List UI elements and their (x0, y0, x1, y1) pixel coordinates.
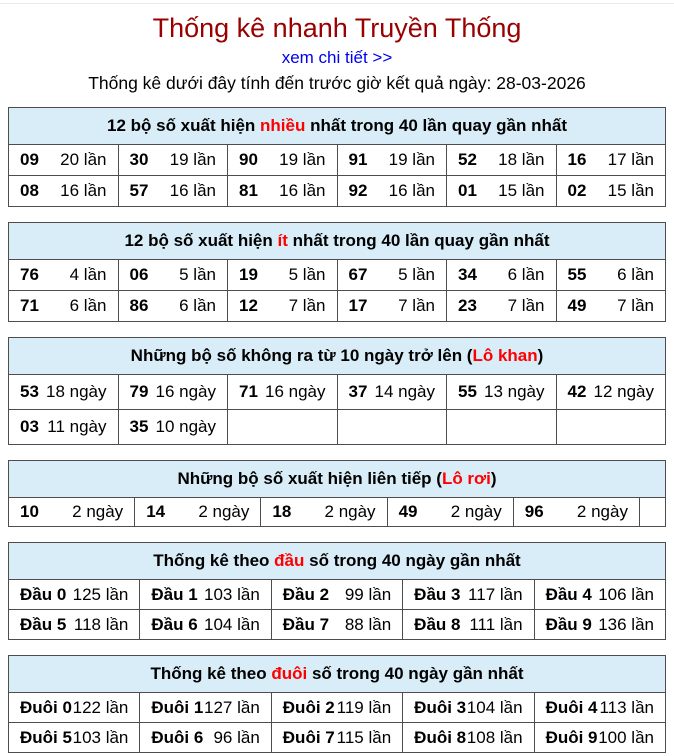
stat-cell (337, 375, 447, 410)
stat-label: 14 (146, 502, 166, 521)
stat-cell (403, 610, 534, 640)
stat-label: 49 (567, 296, 587, 315)
table-row (9, 693, 666, 723)
stat-value: 20 lần (60, 150, 107, 169)
stat-value: 108 lần (466, 727, 523, 747)
stat-value: 16 lần (279, 181, 326, 200)
stat-cell (271, 723, 402, 753)
stat-label: 55 (458, 382, 477, 401)
stat-cell (9, 610, 140, 640)
stat-label: 19 (239, 265, 258, 284)
table-header-row (9, 338, 666, 375)
stat-label: Đầu 2 (282, 584, 330, 604)
stat-cell (556, 145, 666, 176)
stat-value: 117 lần (468, 584, 523, 604)
table-lo-roi (8, 460, 666, 527)
title-post: nhất trong 40 lần quay gần nhất (305, 116, 568, 135)
stat-value: 103 lần (72, 727, 129, 747)
stat-label: 12 (239, 296, 258, 315)
stat-label: 52 (458, 150, 477, 169)
stat-value: 104 lần (204, 614, 260, 634)
stat-label: 06 (129, 265, 149, 284)
stat-label: Đầu 7 (282, 614, 330, 634)
title-pre: Thống kê theo (153, 551, 275, 570)
stat-value: 7 lần (617, 296, 654, 315)
stat-value: 15 lần (607, 181, 654, 200)
stat-label: Đầu 8 (414, 614, 461, 634)
stat-label: 86 (129, 296, 149, 315)
stat-value: 113 lần (599, 697, 654, 717)
stat-label: Đuôi 3 (414, 697, 467, 717)
stat-label: Đuôi 1 (151, 697, 204, 717)
stat-cell (271, 580, 402, 610)
stat-value: 7 lần (507, 296, 545, 315)
stat-label: Đầu 3 (414, 584, 461, 604)
stat-value: 2 ngày (576, 502, 628, 521)
title-pre: Những bộ số xuất hiện liên tiếp ( (177, 469, 442, 488)
stat-cell (447, 291, 557, 322)
title-highlight: Lô khan (472, 346, 538, 365)
table-title (9, 108, 666, 145)
stat-label: 30 (129, 150, 149, 169)
stat-cell (228, 375, 338, 410)
stat-label: 92 (348, 181, 368, 200)
stat-value: 5 lần (288, 265, 326, 284)
stat-value: 16 ngày (155, 382, 216, 401)
stat-value: 104 lần (466, 697, 523, 717)
stat-cell (9, 580, 140, 610)
stat-cell (228, 291, 338, 322)
stat-label: 57 (129, 181, 149, 200)
stat-label: 76 (20, 265, 39, 284)
table-header-row (9, 223, 666, 260)
stat-cell (140, 610, 271, 640)
table-row (9, 610, 666, 640)
stat-value: 115 lần (336, 727, 392, 747)
stat-cell (556, 291, 666, 322)
table-row (9, 176, 666, 207)
stat-cell (556, 176, 666, 207)
stat-cell (513, 498, 639, 527)
stat-value: 2 ngày (198, 502, 250, 521)
stat-label: 81 (239, 181, 258, 200)
table-row (9, 145, 666, 176)
stat-label: 03 (20, 417, 39, 436)
empty-tail-cell (639, 498, 665, 527)
stat-value: 122 lần (72, 697, 129, 717)
table-header-row (9, 461, 666, 498)
stat-value: 99 lần (344, 584, 392, 604)
title-highlight: nhiều (260, 116, 306, 135)
stat-value: 16 lần (60, 181, 107, 200)
title-pre: Những bộ số không ra từ 10 ngày trở lên ( (130, 346, 473, 365)
title-highlight: Lô rơi (441, 469, 491, 488)
stat-label: Đuôi 2 (282, 697, 335, 717)
stat-value: 6 lần (69, 296, 107, 315)
stat-cell (9, 176, 119, 207)
stat-cell (9, 291, 119, 322)
stat-value: 103 lần (204, 584, 260, 604)
stat-value: 127 lần (204, 697, 260, 717)
stat-value: 96 lần (213, 727, 260, 747)
stat-cell (556, 375, 666, 410)
stat-value: 19 lần (169, 150, 216, 169)
table-title (9, 543, 666, 580)
stat-value: 2 ngày (450, 502, 502, 521)
title-pre: 12 bộ số xuất hiện (124, 231, 278, 250)
stat-cell (9, 693, 140, 723)
stat-label: 17 (348, 296, 368, 315)
table-row (9, 580, 666, 610)
table-title (9, 461, 666, 498)
stat-label: 71 (239, 382, 258, 401)
stat-label: 37 (348, 382, 368, 401)
table-row (9, 410, 666, 445)
stat-label: 35 (129, 417, 149, 436)
table-lo-khan (8, 337, 666, 445)
title-post: số trong 40 ngày gần nhất (304, 551, 521, 570)
stat-cell (271, 610, 402, 640)
stat-value: 111 lần (469, 614, 523, 634)
stat-cell (9, 260, 119, 291)
stat-cell (118, 410, 228, 445)
page-title: Thống kê nhanh Truyền Thống (152, 13, 522, 43)
stat-value: 119 lần (336, 697, 392, 717)
stat-value: 2 ngày (72, 502, 124, 521)
stat-label: 49 (398, 502, 418, 521)
table-row (9, 498, 666, 527)
stat-value: 88 lần (344, 614, 392, 634)
stat-value: 16 lần (169, 181, 216, 200)
stat-value: 6 lần (617, 265, 654, 284)
stat-cell (9, 498, 135, 527)
stat-label: 42 (567, 382, 587, 401)
stat-value: 10 ngày (155, 417, 216, 436)
stat-value: 16 lần (388, 181, 435, 200)
stat-label: Đuôi 9 (545, 727, 598, 747)
stat-cell (228, 176, 338, 207)
stat-value: 5 lần (398, 265, 435, 284)
stat-label: 02 (567, 181, 587, 200)
stat-value: 15 lần (498, 181, 545, 200)
stat-label: 71 (20, 296, 39, 315)
title-post: ) (490, 469, 497, 488)
stat-cell (337, 176, 447, 207)
stat-value: 2 ngày (324, 502, 376, 521)
stat-cell (9, 723, 140, 753)
table-most-frequent (8, 107, 666, 207)
title-highlight: ít (277, 231, 288, 250)
stat-cell (140, 580, 271, 610)
stat-label: Đầu 0 (20, 584, 67, 604)
stat-value: 19 lần (388, 150, 435, 169)
stat-label: Đuôi 8 (414, 727, 467, 747)
stat-value: 125 lần (72, 584, 129, 604)
stat-cell (447, 410, 557, 445)
stat-label: 01 (458, 181, 477, 200)
stat-cell (118, 291, 228, 322)
stat-label: 79 (129, 382, 149, 401)
stat-cell (118, 176, 228, 207)
title-post: nhất trong 40 lần quay gần nhất (287, 231, 550, 250)
stats-date-note: Thống kê dưới đây tính đến trước giờ kết quả ngày: 28-03-2026 (88, 73, 586, 93)
stat-value: 136 lần (598, 614, 654, 634)
stat-cell (556, 260, 666, 291)
stat-label: 96 (524, 502, 544, 521)
stat-label: 55 (567, 265, 587, 284)
table-least-frequent (8, 222, 666, 322)
stat-value: 18 ngày (46, 382, 107, 401)
stat-label: 23 (458, 296, 477, 315)
stat-label: 34 (458, 265, 477, 284)
stat-cell (140, 723, 271, 753)
title-pre: 12 bộ số xuất hiện (106, 116, 261, 135)
title-post: số trong 40 ngày gần nhất (307, 664, 524, 683)
stat-cell (337, 145, 447, 176)
stat-label: 90 (239, 150, 258, 169)
stat-cell (140, 693, 271, 723)
stat-value: 12 ngày (593, 382, 654, 401)
table-title (9, 656, 666, 693)
stat-value: 14 ngày (374, 382, 435, 401)
stat-label: 09 (20, 150, 39, 169)
stat-cell (403, 580, 534, 610)
table-header-row (9, 108, 666, 145)
table-header-row (9, 656, 666, 693)
stat-label: Đuôi 0 (20, 697, 72, 717)
stat-cell (228, 260, 338, 291)
stat-cell (403, 723, 534, 753)
table-title (9, 338, 666, 375)
stat-label: 18 (272, 502, 292, 521)
table-row (9, 291, 666, 322)
table-title (9, 223, 666, 260)
stat-cell (9, 375, 119, 410)
title-pre: Thống kê theo (150, 664, 272, 683)
stat-value: 11 ngày (47, 417, 107, 436)
title-highlight: đuôi (271, 664, 308, 683)
stat-cell (403, 693, 534, 723)
stat-label: 67 (348, 265, 368, 284)
stat-label: 91 (348, 150, 368, 169)
stat-cell (118, 145, 228, 176)
table-row (9, 260, 666, 291)
stat-value: 19 lần (279, 150, 326, 169)
stat-cell (337, 260, 447, 291)
stat-cell (261, 498, 387, 527)
stat-cell (534, 693, 665, 723)
stat-value: 13 ngày (484, 382, 545, 401)
stat-label: Đầu 6 (151, 614, 198, 634)
stat-label: 16 (567, 150, 587, 169)
stat-cell (228, 410, 338, 445)
stat-label: Đầu 5 (20, 614, 67, 634)
table-by-dau (8, 542, 666, 640)
stat-cell (228, 145, 338, 176)
stat-label: Đuôi 4 (545, 697, 598, 717)
table-header-row (9, 543, 666, 580)
stat-cell (118, 260, 228, 291)
stat-value: 4 lần (69, 265, 107, 284)
stat-label: Đầu 1 (151, 584, 198, 604)
stat-cell (447, 145, 557, 176)
stat-value: 106 lần (598, 584, 654, 604)
table-row (9, 375, 666, 410)
stat-cell (9, 145, 119, 176)
stat-cell (447, 375, 557, 410)
stat-cell (337, 291, 447, 322)
stat-cell (556, 410, 666, 445)
top-divider (0, 3, 674, 4)
stat-value: 7 lần (398, 296, 435, 315)
stat-value: 5 lần (179, 265, 216, 284)
stat-cell (135, 498, 261, 527)
stat-value: 16 ngày (265, 382, 326, 401)
stat-cell (534, 580, 665, 610)
stat-cell (447, 260, 557, 291)
stat-cell (447, 176, 557, 207)
table-row (9, 723, 666, 753)
title-post: ) (537, 346, 544, 365)
stat-label: 10 (20, 502, 39, 521)
stat-value: 118 lần (73, 614, 129, 634)
table-by-duoi (8, 655, 666, 753)
stat-cell (271, 693, 402, 723)
stat-label: Đuôi 5 (20, 727, 72, 747)
stat-cell (118, 375, 228, 410)
stat-label: 08 (20, 181, 39, 200)
stat-cell (534, 723, 665, 753)
stat-cell (387, 498, 513, 527)
stat-label: Đầu 4 (545, 584, 592, 604)
view-details-link[interactable]: xem chi tiết >> (281, 48, 393, 67)
stat-cell (337, 410, 447, 445)
stat-value: 100 lần (598, 727, 654, 747)
stat-cell (9, 410, 119, 445)
stat-cell (534, 610, 665, 640)
title-highlight: đầu (274, 551, 305, 570)
link-row (0, 48, 674, 68)
stat-value: 7 lần (288, 296, 326, 315)
stat-value: 18 lần (498, 150, 545, 169)
stat-value: 17 lần (607, 150, 654, 169)
stat-label: Đuôi 6 (151, 727, 204, 747)
stat-label: Đầu 9 (545, 614, 592, 634)
stat-value: 6 lần (179, 296, 216, 315)
statistics-tables (0, 107, 674, 753)
stat-value: 6 lần (507, 265, 545, 284)
stat-label: 53 (20, 382, 39, 401)
stat-label: Đuôi 7 (282, 727, 335, 747)
